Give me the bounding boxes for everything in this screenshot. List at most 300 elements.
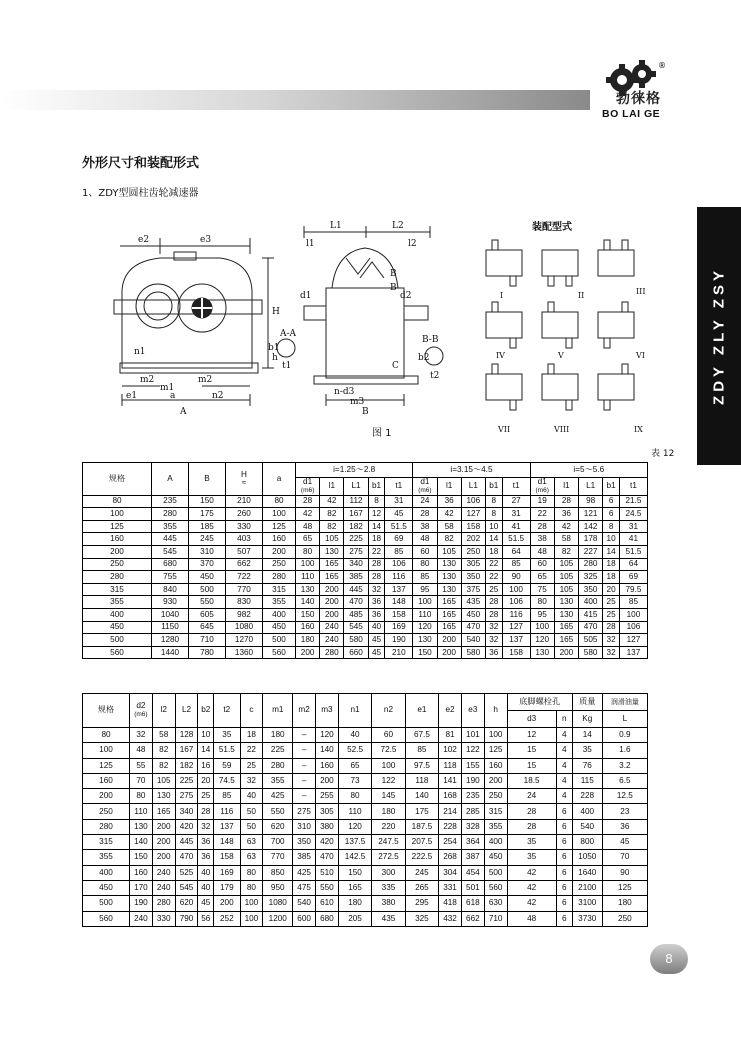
table-cell: 14	[368, 520, 385, 533]
table-cell: 560	[83, 911, 130, 926]
side-output-shaft	[404, 306, 428, 320]
table-cell: 160	[296, 621, 320, 634]
assembly-form-4	[486, 302, 522, 348]
table-cell: 95	[413, 583, 437, 596]
table-cell: 100	[413, 596, 437, 609]
table-cell: 100	[619, 609, 647, 622]
table-cell: 280	[152, 896, 175, 911]
table-cell: 130	[437, 583, 461, 596]
table-cell: 42	[320, 495, 344, 508]
table-cell: 385	[344, 571, 368, 584]
table-cell: 272.5	[372, 850, 405, 865]
table-row	[83, 743, 648, 758]
table-cell: 950	[263, 880, 293, 895]
t1-subheader: L1	[579, 478, 603, 496]
table-cell: 85	[413, 571, 437, 584]
assembly-label-2: II	[578, 291, 585, 300]
table-cell: 710	[189, 634, 226, 647]
table-cell: 6	[556, 896, 572, 911]
table-cell: 500	[263, 634, 296, 647]
t2-header-spec: 规格	[83, 694, 130, 728]
table-cell: 24	[413, 495, 437, 508]
t2-header-m2: m2	[293, 694, 316, 728]
t2-header-n1: n1	[338, 694, 371, 728]
section-a-a	[277, 339, 295, 357]
table-cell: 74.5	[214, 773, 240, 788]
table-cell: 275	[175, 789, 198, 804]
table-cell: 130	[413, 634, 437, 647]
table-cell: 380	[372, 896, 405, 911]
table-cell: 24	[507, 789, 556, 804]
table-cell: 85	[214, 789, 240, 804]
table-cell: 240	[320, 634, 344, 647]
dim-B-upper: B	[390, 269, 397, 279]
table-row	[83, 520, 648, 533]
table-row	[83, 896, 648, 911]
table-cell: 60	[413, 546, 437, 559]
table-cell: 110	[296, 571, 320, 584]
table-cell: 680	[316, 911, 339, 926]
table-cell: 45	[602, 835, 647, 850]
table-cell: 36	[368, 596, 385, 609]
table-cell: 982	[226, 609, 263, 622]
table-cell: 97.5	[405, 758, 438, 773]
table-cell: 100	[530, 621, 554, 634]
table-cell: 630	[484, 896, 507, 911]
t2-header-mass: 质量	[572, 694, 602, 711]
table-cell: 200	[554, 646, 578, 659]
table-cell: 250	[484, 789, 507, 804]
reducer-outline-drawing	[100, 218, 470, 418]
table-cell: 42	[507, 865, 556, 880]
table-cell: 158	[461, 520, 485, 533]
table-cell: 620	[263, 819, 293, 834]
table-cell: 335	[372, 880, 405, 895]
registered-mark: ®	[658, 61, 666, 70]
table-cell: 28	[507, 804, 556, 819]
table-cell: 48	[507, 911, 556, 926]
table-cell: 6	[556, 880, 572, 895]
table-cell: 610	[316, 896, 339, 911]
table-cell: 42	[507, 880, 556, 895]
table-cell: 127	[461, 508, 485, 521]
table-cell: 100	[372, 758, 405, 773]
table-cell: 45	[198, 896, 214, 911]
table-cell: 840	[152, 583, 189, 596]
table-cell: 1200	[263, 911, 293, 926]
table-cell: 158	[214, 850, 240, 865]
table-cell: 275	[344, 546, 368, 559]
table-cell: 14	[572, 728, 602, 743]
table-cell: 175	[405, 804, 438, 819]
table-cell: 25	[240, 758, 263, 773]
table-cell: 32	[240, 773, 263, 788]
table-cell: 3100	[572, 896, 602, 911]
table-cell: 158	[502, 646, 530, 659]
table-cell: 214	[439, 804, 462, 819]
t2-header-oil: 润滑油量	[602, 694, 647, 711]
table-cell: 187.5	[405, 819, 438, 834]
table-cell: 250	[263, 558, 296, 571]
table-cell: 130	[530, 646, 554, 659]
table-cell: 550	[189, 596, 226, 609]
t2-header-oil-unit: L	[602, 711, 647, 728]
table-cell: 125	[602, 880, 647, 895]
assembly-label-1: I	[500, 291, 504, 300]
table-cell: 28	[530, 520, 554, 533]
table-cell: 35	[214, 728, 240, 743]
table-cell: 36	[198, 835, 214, 850]
t2-header-m1: m1	[263, 694, 293, 728]
table-cell: 116	[385, 571, 413, 584]
table-cell: 137	[385, 583, 413, 596]
table-cell: 130	[437, 558, 461, 571]
table-cell: 120	[338, 819, 371, 834]
table-cell: 31	[502, 508, 530, 521]
table-cell: 505	[579, 634, 603, 647]
table-cell: 200	[320, 596, 344, 609]
assembly-forms	[478, 236, 648, 436]
table-cell: 265	[405, 880, 438, 895]
header-gradient-band	[0, 90, 590, 110]
table-cell: 116	[502, 609, 530, 622]
table-cell: 435	[461, 596, 485, 609]
table-cell: 145	[372, 789, 405, 804]
table-cell: 168	[439, 789, 462, 804]
table-cell: 22	[485, 571, 502, 584]
table-cell: 200	[320, 609, 344, 622]
table-cell: 64	[502, 546, 530, 559]
table-cell: 370	[189, 558, 226, 571]
table-cell: 454	[461, 865, 484, 880]
table-cell: 90	[602, 865, 647, 880]
table-cell: 90	[502, 571, 530, 584]
table-cell: 710	[484, 911, 507, 926]
table-cell: 450	[484, 850, 507, 865]
table-cell: 340	[344, 558, 368, 571]
table-cell: 450	[461, 609, 485, 622]
dim-l1: l1	[306, 239, 315, 249]
table-cell: 190	[461, 773, 484, 788]
table-cell: 160	[263, 533, 296, 546]
table-cell: 300	[372, 865, 405, 880]
table-cell: 8	[368, 495, 385, 508]
table-cell: 450	[83, 880, 130, 895]
table-cell: 69	[385, 533, 413, 546]
assembly-form-3	[598, 240, 634, 276]
table-cell: 222.5	[405, 850, 438, 865]
table-cell: 182	[175, 758, 198, 773]
t2-header-bolt: 底脚螺栓孔	[507, 694, 572, 711]
table-cell: 15	[507, 743, 556, 758]
table-cell: 200	[484, 773, 507, 788]
table-cell: 42	[554, 520, 578, 533]
t2-header-c: c	[240, 694, 263, 728]
table-cell: 110	[413, 609, 437, 622]
dim-d1: d1	[300, 291, 312, 301]
table-cell: 137	[214, 819, 240, 834]
table-cell: 0.9	[602, 728, 647, 743]
table-cell: 25	[198, 789, 214, 804]
t2-header-m3: m3	[316, 694, 339, 728]
dim-m2-left: m2	[140, 375, 155, 385]
dim-d2: d2	[400, 291, 412, 301]
table-cell: 200	[263, 546, 296, 559]
table-cell: 340	[175, 804, 198, 819]
table-cell: 140	[130, 835, 153, 850]
table-cell: 12	[368, 508, 385, 521]
t1-group-2: i=3.15～4.5	[413, 463, 530, 478]
t1-subheader: d1 (m6)	[296, 478, 320, 496]
table-cell: 250	[83, 804, 130, 819]
table-row	[83, 495, 648, 508]
table-cell: 14	[198, 743, 214, 758]
t1-header-spec: 规格	[83, 463, 152, 496]
table-cell: 167	[344, 508, 368, 521]
table-cell: 40	[240, 789, 263, 804]
table-cell: 15	[507, 758, 556, 773]
table-cell: 3.2	[602, 758, 647, 773]
table-cell: 680	[152, 558, 189, 571]
table-cell: 36	[602, 819, 647, 834]
table-cell: 355	[152, 520, 189, 533]
table-cell: 180	[338, 896, 371, 911]
table-cell: 228	[439, 819, 462, 834]
table-cell: 130	[554, 609, 578, 622]
table-cell: 850	[263, 865, 293, 880]
table-cell: 400	[579, 596, 603, 609]
dim-A: A	[180, 407, 187, 417]
table-cell: 82	[320, 520, 344, 533]
table-cell: 580	[579, 646, 603, 659]
table-cell: 4	[556, 728, 572, 743]
t1-group-3: i=5～5.6	[530, 463, 647, 478]
table-cell: 38	[530, 533, 554, 546]
table-cell: 235	[152, 495, 189, 508]
dim-t1: t1	[282, 361, 292, 371]
table-cell: 445	[152, 533, 189, 546]
brand-name-en: BO LAI GE	[602, 108, 661, 120]
table-cell: 770	[263, 850, 293, 865]
table-cell: 268	[439, 850, 462, 865]
table-row	[83, 634, 648, 647]
table-cell: 225	[263, 743, 293, 758]
table-cell: 32	[198, 819, 214, 834]
table-cell: 36	[198, 850, 214, 865]
t2-header-n: n	[556, 711, 572, 728]
table-cell: 420	[316, 835, 339, 850]
dim-b1: b1	[268, 343, 280, 353]
table-cell: 82	[320, 508, 344, 521]
table-cell: 142	[579, 520, 603, 533]
table-cell: 450	[189, 571, 226, 584]
table-cell: 400	[572, 804, 602, 819]
table-cell: 23	[602, 804, 647, 819]
table-cell: 240	[320, 621, 344, 634]
table-cell: 200	[296, 646, 320, 659]
table-cell: –	[293, 728, 316, 743]
table-cell: 8	[603, 520, 620, 533]
table-cell: 350	[461, 571, 485, 584]
table-cell: 100	[502, 583, 530, 596]
table-cell: 100	[83, 508, 152, 521]
table-cell: 45	[368, 634, 385, 647]
t1-group-1: i=1.25～2.8	[296, 463, 413, 478]
table-cell: 70	[130, 773, 153, 788]
table-cell: 10	[485, 520, 502, 533]
table-cell: 100	[240, 896, 263, 911]
table-cell: 32	[603, 634, 620, 647]
table-cell: 252	[214, 911, 240, 926]
table-cell: 545	[152, 546, 189, 559]
table-cell: 1050	[572, 850, 602, 865]
t2-header-d3: d3	[507, 711, 556, 728]
brand-name-cn: 勃徕格	[616, 91, 661, 107]
table-cell: 28	[603, 621, 620, 634]
t1-header-B: B	[189, 463, 226, 496]
table-cell: 105	[437, 546, 461, 559]
table-cell: 210	[385, 646, 413, 659]
table-cell: 400	[484, 835, 507, 850]
table-cell: 80	[338, 789, 371, 804]
table-cell: 59	[214, 758, 240, 773]
table-cell: 250	[83, 558, 152, 571]
table-cell: 28	[485, 609, 502, 622]
table-cell: 160	[83, 533, 152, 546]
table-cell: 106	[461, 495, 485, 508]
assembly-form-9	[598, 364, 634, 410]
table-cell: 618	[461, 896, 484, 911]
table-cell: 100	[484, 728, 507, 743]
table-cell: 165	[338, 880, 371, 895]
table-cell: 432	[439, 911, 462, 926]
table-cell: 112	[344, 495, 368, 508]
table-cell: 6	[556, 911, 572, 926]
table-cell: 207.5	[405, 835, 438, 850]
table-cell: 82	[437, 533, 461, 546]
table-cell: 200	[83, 546, 152, 559]
table-cell: 1640	[572, 865, 602, 880]
t1-subheader: l1	[437, 478, 461, 496]
table-cell: 51.5	[619, 546, 647, 559]
table-cell: 205	[338, 911, 371, 926]
table-row	[83, 880, 648, 895]
table-cell: 240	[130, 911, 153, 926]
table-cell: 100	[263, 508, 296, 521]
table-cell: 32	[603, 646, 620, 659]
table-cell: 165	[152, 804, 175, 819]
table-cell: 28	[413, 508, 437, 521]
table-row	[83, 789, 648, 804]
table-cell: 116	[214, 804, 240, 819]
table-cell: 525	[175, 865, 198, 880]
table-cell: 700	[263, 835, 293, 850]
table-cell: 36	[485, 646, 502, 659]
table-cell: 48	[530, 546, 554, 559]
table-cell: 328	[461, 819, 484, 834]
table-cell: 255	[316, 789, 339, 804]
assembly-label-7: VII	[498, 425, 511, 434]
table-cell: 51.5	[385, 520, 413, 533]
table-cell: 105	[554, 571, 578, 584]
table-cell: 50	[240, 819, 263, 834]
table-cell: 180	[296, 634, 320, 647]
table-cell: –	[293, 743, 316, 758]
table-cell: 470	[316, 850, 339, 865]
table-cell: 620	[175, 896, 198, 911]
table-cell: 45	[385, 508, 413, 521]
table-cell: 80	[83, 728, 130, 743]
table-cell: 6	[556, 804, 572, 819]
dimension-table-2	[82, 693, 648, 927]
table-cell: –	[293, 773, 316, 788]
table-cell: 305	[461, 558, 485, 571]
table-cell: 1150	[152, 621, 189, 634]
table-cell: 1.6	[602, 743, 647, 758]
table-cell: 60	[372, 728, 405, 743]
t2-header-e3: e3	[461, 694, 484, 728]
table-cell: 40	[368, 621, 385, 634]
table-cell: 6	[556, 835, 572, 850]
table-cell: 102	[439, 743, 462, 758]
table-cell: 125	[263, 520, 296, 533]
t1-header-A: A	[152, 463, 189, 496]
table-cell: 245	[405, 865, 438, 880]
dim-h: h	[272, 353, 278, 363]
table-cell: 175	[189, 508, 226, 521]
table-cell: 140	[316, 743, 339, 758]
table-cell: 2100	[572, 880, 602, 895]
t2-header-L2: L2	[175, 694, 198, 728]
table-cell: 28	[554, 495, 578, 508]
table-cell: 165	[437, 621, 461, 634]
table-cell: –	[293, 758, 316, 773]
table-cell: 387	[461, 850, 484, 865]
table-cell: 122	[461, 743, 484, 758]
table-cell: 240	[152, 880, 175, 895]
t1-header-a: a	[263, 463, 296, 496]
table-cell: 140	[296, 596, 320, 609]
table-cell: 56	[198, 911, 214, 926]
table-cell: 22	[530, 508, 554, 521]
table-cell: 32	[130, 728, 153, 743]
assembly-form-6	[598, 302, 634, 348]
table-cell: 235	[461, 789, 484, 804]
table-cell: 105	[320, 533, 344, 546]
table-cell: 8	[485, 508, 502, 521]
table-cell: 315	[83, 835, 130, 850]
table-cell: 560	[484, 880, 507, 895]
table-row	[83, 583, 648, 596]
table-cell: 185	[189, 520, 226, 533]
table-cell: 275	[293, 804, 316, 819]
t2-header-h: h	[484, 694, 507, 728]
table-cell: –	[293, 789, 316, 804]
table-cell: 52.5	[338, 743, 371, 758]
table-cell: 142.5	[338, 850, 371, 865]
table-cell: 100	[296, 558, 320, 571]
table-cell: 35	[507, 850, 556, 865]
dim-m3: m3	[350, 397, 365, 407]
table-cell: 500	[484, 865, 507, 880]
dim-m1: m1	[160, 383, 175, 393]
table-cell: 22	[368, 546, 385, 559]
table-cell: 80	[413, 558, 437, 571]
section-label-a: A-A	[280, 329, 297, 339]
side-tab-label: ZDY ZLY ZSY	[710, 267, 728, 405]
table-cell: 220	[372, 819, 405, 834]
table-cell: 165	[320, 558, 344, 571]
